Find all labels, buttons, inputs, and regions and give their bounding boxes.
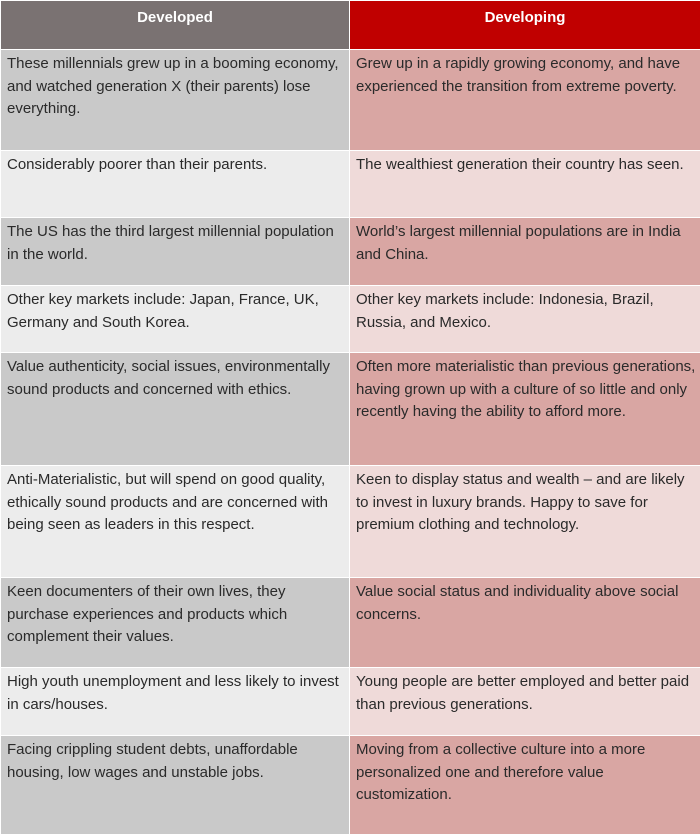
header-developing: Developing — [350, 1, 700, 50]
header-row — [1, 1, 700, 50]
developing-cell: Other key markets include: Indonesia, Brazil, Russia, and Mexico. — [350, 286, 700, 353]
developed-cell: Other key markets include: Japan, France, UK, Germany and South Korea. — [1, 286, 350, 353]
developing-cell: Grew up in a rapidly growing economy, and have experienced the transition from extreme poverty. — [350, 50, 700, 151]
developed-cell: Value authenticity, social issues, environmentally sound products and concerned with ethics. — [1, 353, 350, 466]
table-row — [1, 736, 700, 835]
developed-cell: Anti-Materialistic, but will spend on good quality, ethically sound products and are concerned with being seen as leaders in this respect. — [1, 466, 350, 578]
table-row — [1, 151, 700, 218]
developing-cell: World’s largest millennial populations are in India and China. — [350, 218, 700, 286]
table-row — [1, 218, 700, 286]
table-row — [1, 578, 700, 668]
table-row — [1, 353, 700, 466]
developing-cell: Moving from a collective culture into a more personalized one and therefore value customization. — [350, 736, 700, 835]
table-row — [1, 50, 700, 151]
header-developed: Developed — [1, 1, 350, 50]
developing-cell: Young people are better employed and better paid than previous generations. — [350, 668, 700, 736]
developing-cell: The wealthiest generation their country has seen. — [350, 151, 700, 218]
table-row — [1, 466, 700, 578]
table-row — [1, 286, 700, 353]
table-row — [1, 668, 700, 736]
developed-cell: The US has the third largest millennial population in the world. — [1, 218, 350, 286]
developing-cell: Often more materialistic than previous generations, having grown up with a culture of so little and only recently having the ability to afford more. — [350, 353, 700, 466]
developed-cell: Keen documenters of their own lives, they purchase experiences and products which complement their values. — [1, 578, 350, 668]
developing-cell: Keen to display status and wealth – and are likely to invest in luxury brands. Happy to save for premium clothing and technology. — [350, 466, 700, 578]
developed-cell: Considerably poorer than their parents. — [1, 151, 350, 218]
developed-cell: High youth unemployment and less likely to invest in cars/houses. — [1, 668, 350, 736]
developed-cell: Facing crippling student debts, unaffordable housing, low wages and unstable jobs. — [1, 736, 350, 835]
developing-cell: Value social status and individuality above social concerns. — [350, 578, 700, 668]
developed-cell: These millennials grew up in a booming economy, and watched generation X (their parents) lose everything. — [1, 50, 350, 151]
